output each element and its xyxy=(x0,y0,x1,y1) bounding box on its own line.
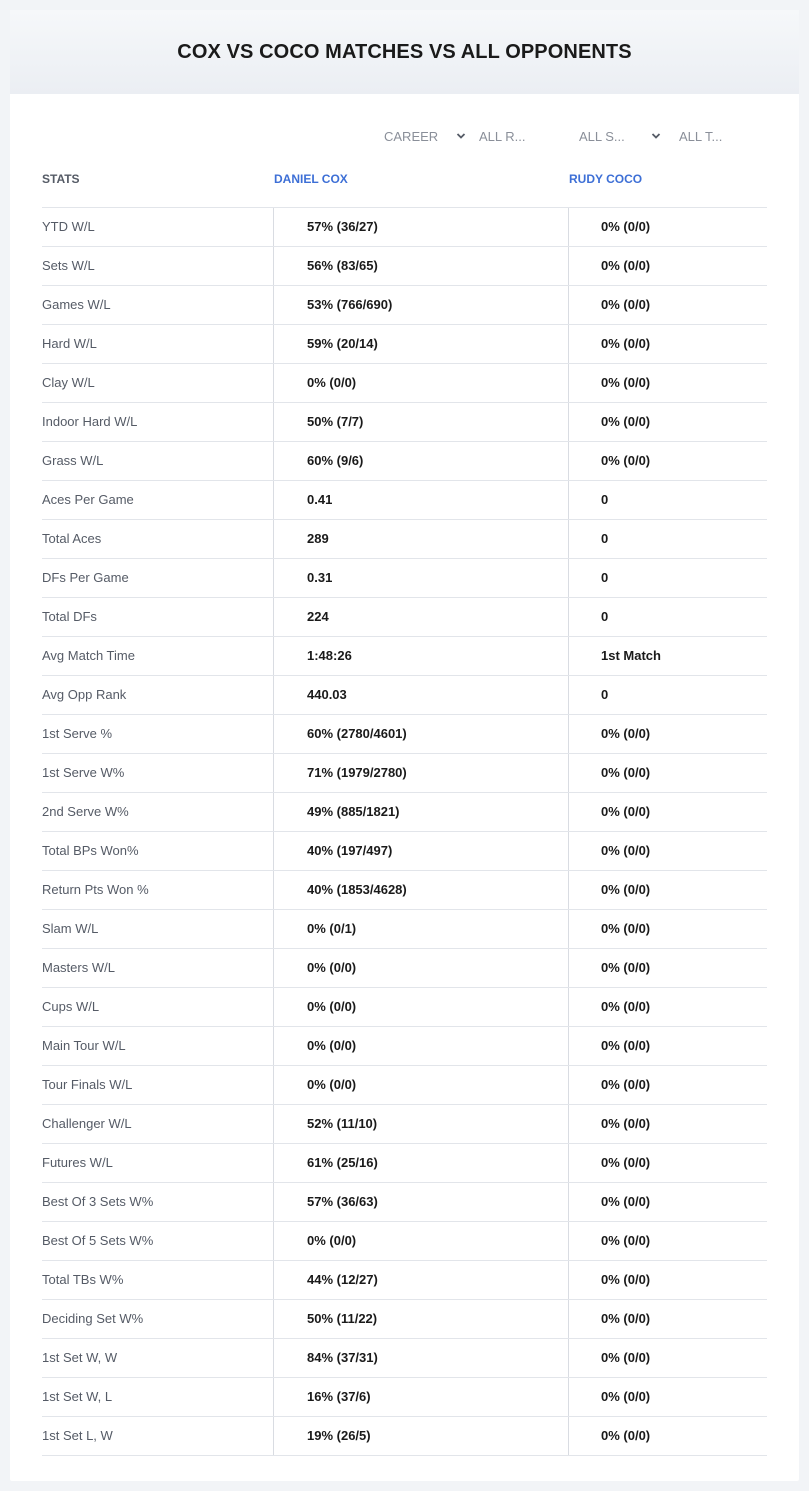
stat-label: Aces Per Game xyxy=(42,492,134,507)
table-row xyxy=(42,832,767,871)
tournament-filter-select[interactable] xyxy=(679,127,767,145)
player-two-value: 0% (0/0) xyxy=(568,1105,767,1143)
stat-label: Hard W/L xyxy=(42,336,97,351)
player-two-value: 0% (0/0) xyxy=(568,1417,767,1455)
player-two-value: 0 xyxy=(568,676,767,714)
table-row xyxy=(42,1144,767,1183)
table-row xyxy=(42,1105,767,1144)
player-two-link[interactable]: RUDY COCO xyxy=(569,172,643,186)
player-two-value: 0% (0/0) xyxy=(568,364,767,402)
player-one-value: 0% (0/0) xyxy=(273,1066,568,1104)
table-row xyxy=(42,988,767,1027)
stat-label: Total BPs Won% xyxy=(42,843,139,858)
player-one-value: 84% (37/31) xyxy=(273,1339,568,1377)
tournament-filter-label: ALL T... xyxy=(679,128,723,144)
surface-filter-label: ALL S... xyxy=(579,128,625,144)
stat-label: Indoor Hard W/L xyxy=(42,414,138,429)
stats-table-header xyxy=(42,172,767,208)
player-two-value: 0% (0/0) xyxy=(568,1222,767,1260)
player-one-value: 53% (766/690) xyxy=(273,286,568,324)
table-row xyxy=(42,754,767,793)
table-row xyxy=(42,715,767,754)
stat-label: Sets W/L xyxy=(42,258,95,273)
player-two-value: 0% (0/0) xyxy=(568,754,767,792)
player-two-value: 0% (0/0) xyxy=(568,1066,767,1104)
table-row xyxy=(42,598,767,637)
player-one-value: 44% (12/27) xyxy=(273,1261,568,1299)
table-row xyxy=(42,1261,767,1300)
player-two-value: 0% (0/0) xyxy=(568,793,767,831)
stat-label: DFs Per Game xyxy=(42,570,129,585)
table-row xyxy=(42,1183,767,1222)
player-one-value: 49% (885/1821) xyxy=(273,793,568,831)
player-one-value: 224 xyxy=(273,598,568,636)
player-two-value: 0% (0/0) xyxy=(568,1144,767,1182)
player-two-value: 0% (0/0) xyxy=(568,949,767,987)
table-row xyxy=(42,559,767,598)
player-one-value: 0% (0/0) xyxy=(273,1027,568,1065)
table-row xyxy=(42,1378,767,1417)
table-row xyxy=(42,1066,767,1105)
table-row xyxy=(42,1339,767,1378)
table-row xyxy=(42,637,767,676)
player-one-value: 50% (7/7) xyxy=(273,403,568,441)
table-row xyxy=(42,1417,767,1456)
stat-label: 1st Set W, W xyxy=(42,1350,118,1365)
player-two-value: 0% (0/0) xyxy=(568,247,767,285)
player-one-value: 40% (197/497) xyxy=(273,832,568,870)
stats-column-header: STATS xyxy=(42,172,80,186)
stat-label: Avg Match Time xyxy=(42,648,135,663)
player-two-value: 0% (0/0) xyxy=(568,1339,767,1377)
player-one-value: 19% (26/5) xyxy=(273,1417,568,1455)
player-one-value: 0% (0/0) xyxy=(273,988,568,1026)
table-row xyxy=(42,1222,767,1261)
table-row xyxy=(42,364,767,403)
round-filter-select[interactable] xyxy=(479,127,565,145)
stat-label: Futures W/L xyxy=(42,1155,113,1170)
stat-label: Challenger W/L xyxy=(42,1116,132,1131)
player-one-value: 60% (9/6) xyxy=(273,442,568,480)
stat-label: Grass W/L xyxy=(42,453,104,468)
table-row xyxy=(42,286,767,325)
table-row xyxy=(42,1300,767,1339)
stat-label: Slam W/L xyxy=(42,921,99,936)
table-row xyxy=(42,520,767,559)
player-one-value: 50% (11/22) xyxy=(273,1300,568,1338)
player-two-value: 0% (0/0) xyxy=(568,1027,767,1065)
player-two-value: 0% (0/0) xyxy=(568,715,767,753)
stat-label: 2nd Serve W% xyxy=(42,804,129,819)
player-two-value: 0 xyxy=(568,520,767,558)
table-row xyxy=(42,208,767,247)
stat-label: Total DFs xyxy=(42,609,97,624)
player-one-value: 0% (0/0) xyxy=(273,364,568,402)
table-row xyxy=(42,910,767,949)
stat-label: Masters W/L xyxy=(42,960,115,975)
stat-label: YTD W/L xyxy=(42,219,95,234)
player-one-value: 16% (37/6) xyxy=(273,1378,568,1416)
player-one-value: 0% (0/1) xyxy=(273,910,568,948)
player-two-value: 0 xyxy=(568,559,767,597)
table-row xyxy=(42,793,767,832)
page-title: COX VS COCO MATCHES VS ALL OPPONENTS xyxy=(177,40,632,63)
stat-label: Cups W/L xyxy=(42,999,100,1014)
player-two-value: 0% (0/0) xyxy=(568,325,767,363)
stat-label: Total TBs W% xyxy=(42,1272,124,1287)
player-two-value: 0% (0/0) xyxy=(568,871,767,909)
player-two-value: 0% (0/0) xyxy=(568,1300,767,1338)
period-filter-select[interactable] xyxy=(384,127,466,145)
player-two-value: 0% (0/0) xyxy=(568,286,767,324)
period-filter-label: CAREER xyxy=(384,128,439,144)
table-row xyxy=(42,871,767,910)
player-one-value: 0.41 xyxy=(273,481,568,519)
player-one-value: 0% (0/0) xyxy=(273,949,568,987)
stats-table-body xyxy=(42,208,767,1456)
player-one-value: 440.03 xyxy=(273,676,568,714)
player-two-value: 0% (0/0) xyxy=(568,403,767,441)
round-filter-label: ALL R... xyxy=(479,128,526,144)
player-one-link[interactable]: DANIEL COX xyxy=(274,172,348,186)
player-one-value: 61% (25/16) xyxy=(273,1144,568,1182)
player-one-value: 0.31 xyxy=(273,559,568,597)
player-two-value: 0% (0/0) xyxy=(568,910,767,948)
filter-bar xyxy=(384,127,767,145)
stat-label: Clay W/L xyxy=(42,375,95,390)
player-one-value: 1:48:26 xyxy=(273,637,568,675)
player-two-value: 0% (0/0) xyxy=(568,1378,767,1416)
stat-label: Deciding Set W% xyxy=(42,1311,144,1326)
player-two-value: 1st Match xyxy=(568,637,767,675)
stat-label: 1st Set L, W xyxy=(42,1428,113,1443)
player-one-value: 57% (36/27) xyxy=(273,208,568,246)
table-row xyxy=(42,481,767,520)
player-two-value: 0% (0/0) xyxy=(568,988,767,1026)
table-row xyxy=(42,325,767,364)
table-row xyxy=(42,1027,767,1066)
player-two-value: 0 xyxy=(568,598,767,636)
player-one-value: 60% (2780/4601) xyxy=(273,715,568,753)
player-one-value: 71% (1979/2780) xyxy=(273,754,568,792)
player-one-value: 59% (20/14) xyxy=(273,325,568,363)
stat-label: 1st Set W, L xyxy=(42,1389,113,1404)
stat-label: Main Tour W/L xyxy=(42,1038,126,1053)
stat-label: Total Aces xyxy=(42,531,102,546)
table-row xyxy=(42,403,767,442)
stat-label: 1st Serve % xyxy=(42,726,113,741)
card-header xyxy=(10,10,799,94)
player-two-value: 0% (0/0) xyxy=(568,1261,767,1299)
table-row xyxy=(42,676,767,715)
surface-filter-select[interactable] xyxy=(579,127,665,145)
player-one-value: 57% (36/63) xyxy=(273,1183,568,1221)
table-row xyxy=(42,949,767,988)
player-one-value: 40% (1853/4628) xyxy=(273,871,568,909)
player-two-value: 0% (0/0) xyxy=(568,442,767,480)
stat-label: Return Pts Won % xyxy=(42,882,149,897)
player-two-value: 0% (0/0) xyxy=(568,832,767,870)
player-two-value: 0% (0/0) xyxy=(568,208,767,246)
stat-label: Best Of 3 Sets W% xyxy=(42,1194,154,1209)
player-one-value: 0% (0/0) xyxy=(273,1222,568,1260)
table-row xyxy=(42,247,767,286)
player-two-value: 0 xyxy=(568,481,767,519)
player-one-value: 289 xyxy=(273,520,568,558)
stat-label: Best Of 5 Sets W% xyxy=(42,1233,154,1248)
player-one-value: 52% (11/10) xyxy=(273,1105,568,1143)
table-row xyxy=(42,442,767,481)
player-two-value: 0% (0/0) xyxy=(568,1183,767,1221)
stat-label: 1st Serve W% xyxy=(42,765,125,780)
stat-label: Avg Opp Rank xyxy=(42,687,127,702)
stat-label: Games W/L xyxy=(42,297,111,312)
player-one-value: 56% (83/65) xyxy=(273,247,568,285)
stat-label: Tour Finals W/L xyxy=(42,1077,133,1092)
stats-card xyxy=(10,10,799,1481)
chevron-down-icon xyxy=(456,131,466,141)
